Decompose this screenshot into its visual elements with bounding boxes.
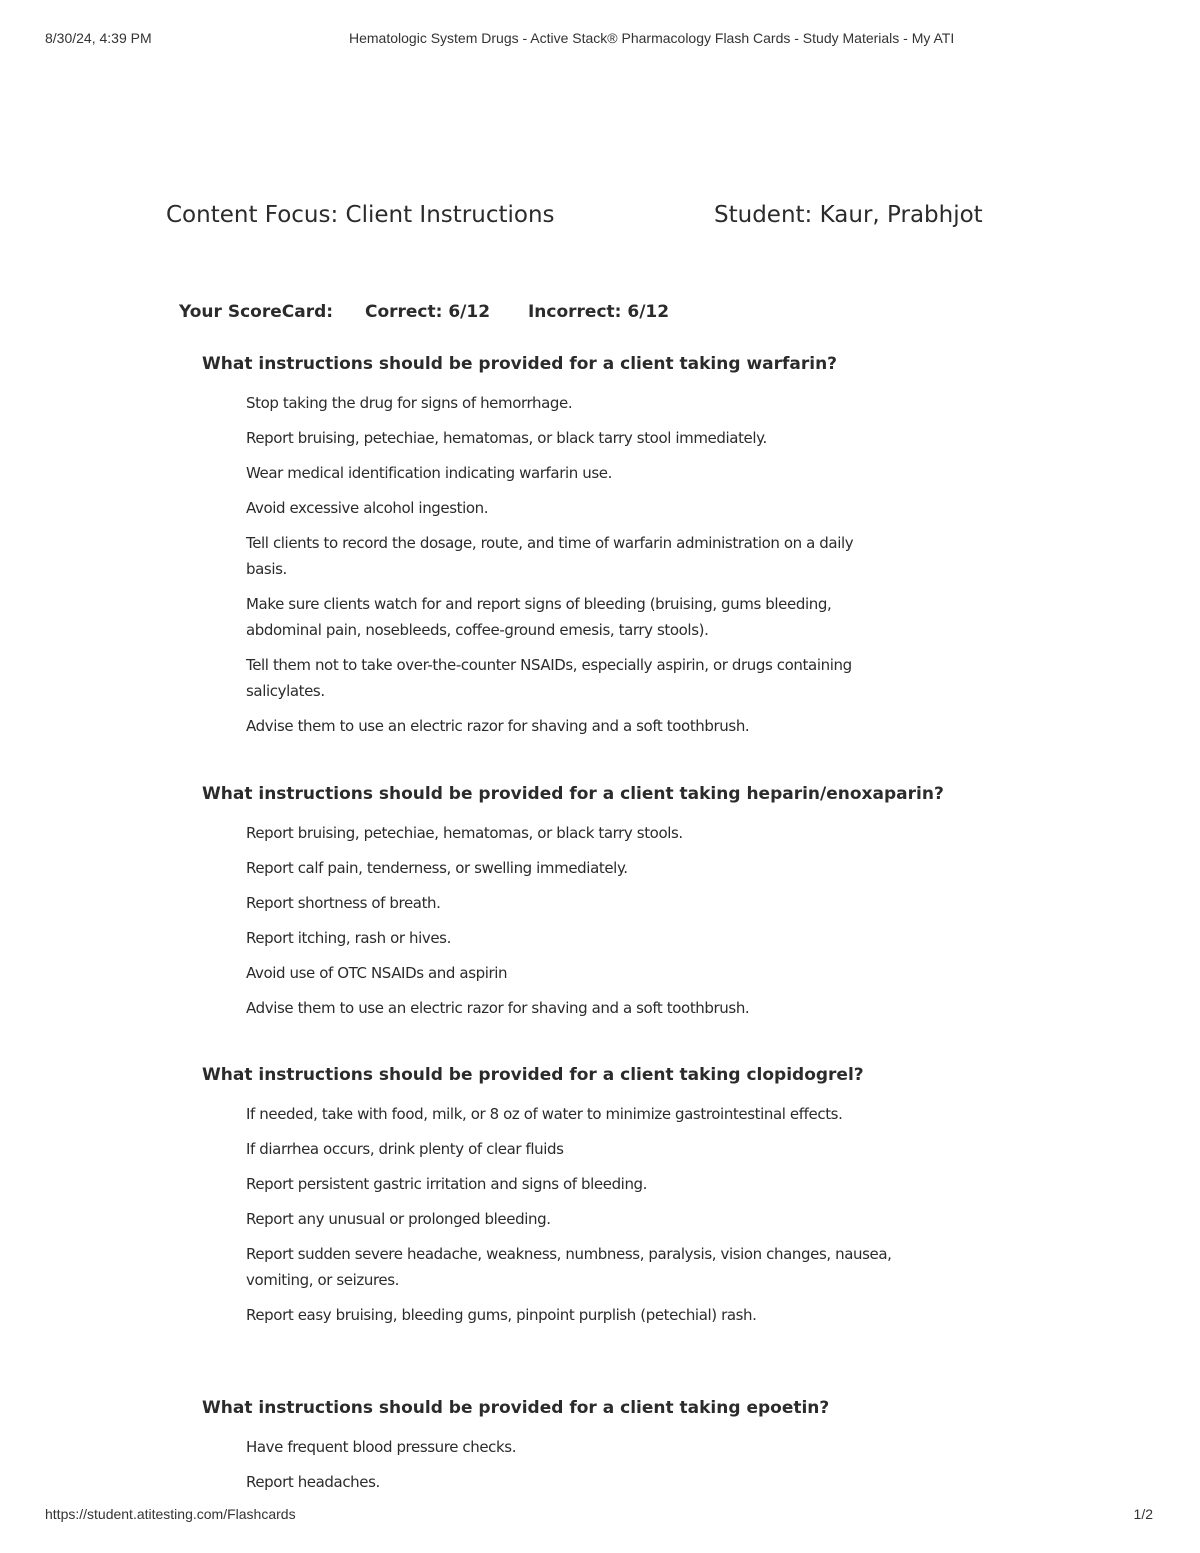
instruction-item: Report itching, rash or hives. <box>246 929 451 947</box>
instruction-item: Report persistent gastric irritation and signs of bleeding. <box>246 1175 648 1193</box>
flashcard-section-heparin <box>202 782 944 1030</box>
instruction-item: If needed, take with food, milk, or 8 oz of water to minimize gastrointestinal effects. <box>246 1105 843 1123</box>
instruction-item: Report easy bruising, bleeding gums, pinpoint purplish (petechial) rash. <box>246 1306 757 1324</box>
print-page-title: Hematologic System Drugs - Active Stack® Pharmacology Flash Cards - Study Materials - My ATI <box>349 30 955 46</box>
page-number: 1/2 <box>1133 1506 1153 1522</box>
instruction-item: Wear medical identification indicating warfarin use. <box>246 464 612 482</box>
focus-header <box>0 202 1200 236</box>
flashcard-question: What instructions should be provided for a client taking epoetin? <box>202 1398 830 1418</box>
instruction-item: Report any unusual or prolonged bleeding. <box>246 1210 551 1228</box>
instruction-list <box>202 1434 922 1495</box>
instruction-item: Report calf pain, tenderness, or swelling immediately. <box>246 859 628 877</box>
flashcard-section-epoetin <box>202 1396 922 1504</box>
instruction-item: Make sure clients watch for and report signs of bleeding (bruising, gums bleeding, abdominal pain, nosebleeds, coffee-ground emesis, tarry stools). <box>246 595 832 639</box>
flashcard-question: What instructions should be provided for a client taking warfarin? <box>202 354 838 374</box>
print-header <box>0 30 1200 50</box>
flashcard-section-warfarin <box>202 352 922 748</box>
flashcard-question: What instructions should be provided for a client taking clopidogrel? <box>202 1065 864 1085</box>
print-datetime: 8/30/24, 4:39 PM <box>45 30 152 46</box>
instruction-item: Report sudden severe headache, weakness, numbness, paralysis, vision changes, nausea, vomiting, or seizures. <box>246 1245 892 1289</box>
instruction-list <box>202 820 922 1021</box>
scorecard <box>179 302 669 322</box>
instruction-item: Stop taking the drug for signs of hemorrhage. <box>246 394 573 412</box>
print-url: https://student.atitesting.com/Flashcards <box>45 1506 296 1522</box>
print-footer <box>0 1506 1200 1526</box>
instruction-item: Tell them not to take over-the-counter NSAIDs, especially aspirin, or drugs containing salicylates. <box>246 656 852 700</box>
instruction-item: If diarrhea occurs, drink plenty of clear fluids <box>246 1140 564 1158</box>
content-focus-title: Content Focus: Client Instructions <box>166 202 555 228</box>
instruction-item: Advise them to use an electric razor for shaving and a soft toothbrush. <box>246 999 750 1017</box>
flashcard-question: What instructions should be provided for a client taking heparin/enoxaparin? <box>202 784 944 804</box>
scorecard-label: Your ScoreCard: <box>179 302 334 322</box>
instruction-item: Have frequent blood pressure checks. <box>246 1438 517 1456</box>
instruction-list <box>202 390 922 739</box>
instruction-item: Avoid use of OTC NSAIDs and aspirin <box>246 964 508 982</box>
instruction-item: Report bruising, petechiae, hematomas, or black tarry stools. <box>246 824 683 842</box>
instruction-item: Tell clients to record the dosage, route, and time of warfarin administration on a daily basis. <box>246 534 854 578</box>
scorecard-correct: Correct: 6/12 <box>364 302 491 322</box>
instruction-item: Report headaches. <box>246 1473 380 1491</box>
instruction-item: Report shortness of breath. <box>246 894 441 912</box>
instruction-item: Report bruising, petechiae, hematomas, or black tarry stool immediately. <box>246 429 767 447</box>
scorecard-incorrect: Incorrect: 6/12 <box>527 302 670 322</box>
flashcard-section-clopidogrel <box>202 1063 922 1337</box>
instruction-list <box>202 1101 922 1328</box>
instruction-item: Avoid excessive alcohol ingestion. <box>246 499 489 517</box>
student-name: Student: Kaur, Prabhjot <box>714 202 983 228</box>
instruction-item: Advise them to use an electric razor for shaving and a soft toothbrush. <box>246 717 750 735</box>
